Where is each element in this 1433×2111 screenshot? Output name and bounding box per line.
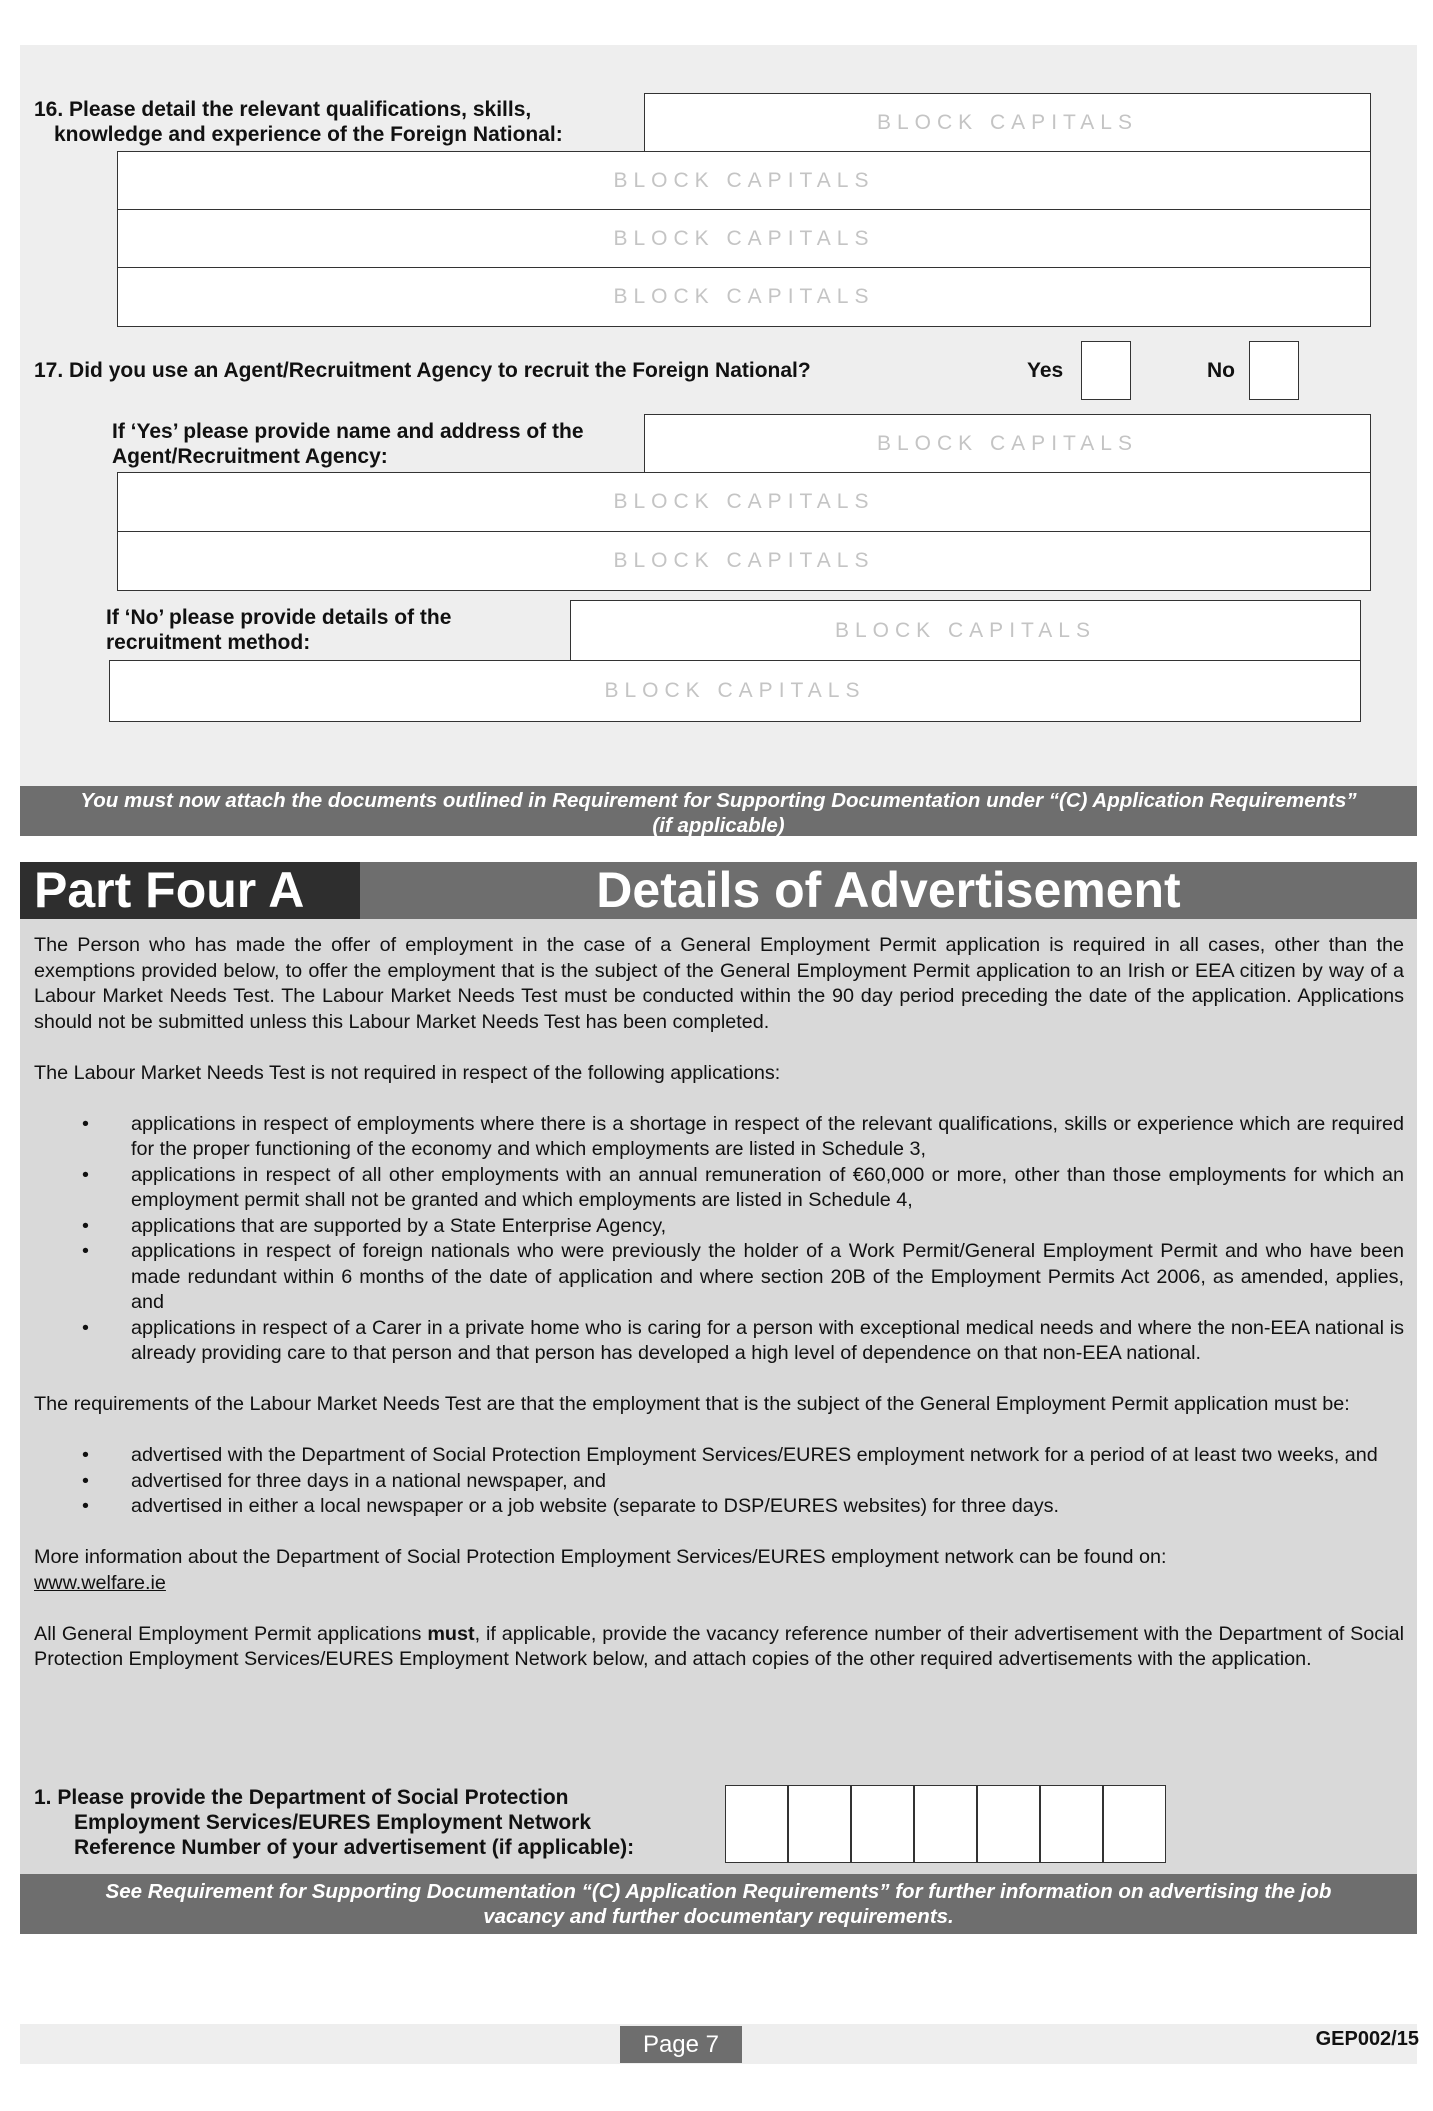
reference-number-box-1[interactable] [725,1785,788,1863]
exemptions-list [34,1112,1404,1367]
q17-question: 17. Did you use an Agent/Recruitment Agency to recruit the Foreign National? [34,359,811,382]
requirements-list [34,1443,1404,1520]
list-item: • applications in respect of all other employments with an annual remuneration of €60,000 or more, other than those employments for which an employment permit shall not be granted and which employments are listed in Schedule 4, [82,1163,1404,1211]
q16-field-3[interactable]: BLOCK CAPITALS [117,209,1371,269]
reference-question [34,1785,694,1860]
see-banner-line1: See Requirement for Supporting Documentation “(C) Application Requirements” for further information on advertising the job [105,1880,1332,1903]
part-four-tab: Part Four A [20,862,360,919]
q16-label-line2: knowledge and experience of the Foreign National: [54,123,563,146]
document-code: GEP002/15 [1315,2028,1419,2050]
part-four-title: Details of Advertisement [596,862,1181,918]
part-four-body [20,919,1417,1877]
reference-number-box-3[interactable] [851,1785,914,1863]
see-banner-line2: vacancy and further documentary requirements. [483,1905,954,1928]
reference-number-box-4[interactable] [914,1785,977,1863]
q16-label-line1: 16. Please detail the relevant qualifications, skills, [34,98,532,121]
bullet-icon: • [82,1214,89,1237]
more-info-text: More information about the Department of Social Protection Employment Services/EURES employment network can be found on: [34,1546,1167,1568]
list-item: • applications in respect of employments where there is a shortage in respect of the relevant qualifications, skills or experience which are required for the proper functioning of the economy and which employments are listed in Schedule 3, [82,1112,1404,1160]
see-requirements-banner [20,1874,1417,1934]
q17-if-yes-label [112,419,584,469]
q17-if-no-line1: If ‘No’ please provide details of the [106,606,452,629]
q16-field-1[interactable]: BLOCK CAPITALS [644,93,1371,153]
intro-paragraph: The Person who has made the offer of employment in the case of a General Employment Permit application is required in all cases, other than the exemptions provided below, to offer the employment that is the subject of the General Employment Permit application to an Irish or EEA citizen by way of a Labour Market Needs Test. The Labour Market Needs Test must be conducted within the 90 day period preceding the date of the application. Applications should not be submitted unless this Labour Market Needs Test has been completed. [34,934,1404,1033]
reference-number-box-2[interactable] [788,1785,851,1863]
q16-field-2[interactable]: BLOCK CAPITALS [117,151,1371,211]
q16-field-4[interactable]: BLOCK CAPITALS [117,267,1371,327]
agent-field-2[interactable]: BLOCK CAPITALS [117,472,1371,532]
q17-yes-label: Yes [1027,359,1064,382]
reference-question-line2: Employment Services/EURES Employment Network [74,1811,591,1834]
q17-no-checkbox[interactable] [1249,341,1299,400]
attach-banner-line2: (if applicable) [652,814,785,837]
page-number: Page 7 [620,2026,742,2063]
reference-number-box-6[interactable] [1040,1785,1103,1863]
bullet-icon: • [82,1469,89,1492]
all-applications-text: All General Employment Permit applications must, if applicable, provide the vacancy reference number of their advertisement with the Department of Social Protection Employment Services/EURES Employment Network below, and attach copies of the other required advertisements with the application. [34,1622,1404,1670]
q17-yes-checkbox[interactable] [1081,341,1131,400]
bullet-icon: • [82,1163,89,1186]
q17-if-no-line2: recruitment method: [106,631,311,654]
list-item: • applications that are supported by a State Enterprise Agency, [34,1214,1404,1240]
bullet-icon: • [82,1316,89,1339]
q17-no-label: No [1207,359,1235,382]
q17-if-yes-line1: If ‘Yes’ please provide name and address of the [112,420,584,443]
agent-field-1[interactable]: BLOCK CAPITALS [644,414,1371,474]
not-required-intro: The Labour Market Needs Test is not required in respect of the following applications: [34,1061,781,1084]
part-four-header [20,862,1417,919]
q17-if-no-label [106,605,451,655]
bullet-icon: • [82,1240,89,1262]
bullet-icon: • [82,1444,89,1466]
q17-if-yes-line2: Agent/Recruitment Agency: [112,445,388,468]
bullet-icon: • [82,1495,89,1517]
list-item: • advertised with the Department of Social Protection Employment Services/EURES employment network for a period of at least two weeks, and [34,1443,1404,1469]
q16-label [34,97,563,147]
list-item: • applications in respect of a Carer in a private home who is caring for a person with exceptional medical needs and where the non-EEA national is already providing care to that person and that person has developed a high level of dependence on that non-EEA national. [82,1316,1404,1364]
method-field-1[interactable]: BLOCK CAPITALS [570,600,1361,662]
bullet-icon: • [82,1112,89,1135]
reference-number-box-5[interactable] [977,1785,1040,1863]
attach-banner-line1: You must now attach the documents outlined in Requirement for Supporting Documentation under “(C) Application Requirements” [80,789,1357,812]
reference-number-box-7[interactable] [1103,1785,1166,1863]
reference-question-line3: Reference Number of your advertisement (if applicable): [74,1836,635,1859]
agent-field-3[interactable]: BLOCK CAPITALS [117,531,1371,591]
method-field-2[interactable]: BLOCK CAPITALS [109,660,1361,722]
attach-documents-banner [20,786,1417,836]
list-item: • advertised in either a local newspaper or a job website (separate to DSP/EURES websites) for three days. [34,1494,1404,1520]
list-item: • applications in respect of foreign nationals who were previously the holder of a Work Permit/General Employment Permit and who have been made redundant within 6 months of the date of application and where section 20B of the Employment Permits Act 2006, as amended, applies, and [82,1240,1404,1313]
reference-question-line1: 1. Please provide the Department of Social Protection [34,1786,569,1809]
welfare-link[interactable]: www.welfare.ie [34,1571,166,1594]
requirements-intro: The requirements of the Labour Market Needs Test are that the employment that is the subject of the General Employment Permit application must be: [34,1393,1350,1415]
list-item: • advertised for three days in a national newspaper, and [34,1469,1404,1495]
